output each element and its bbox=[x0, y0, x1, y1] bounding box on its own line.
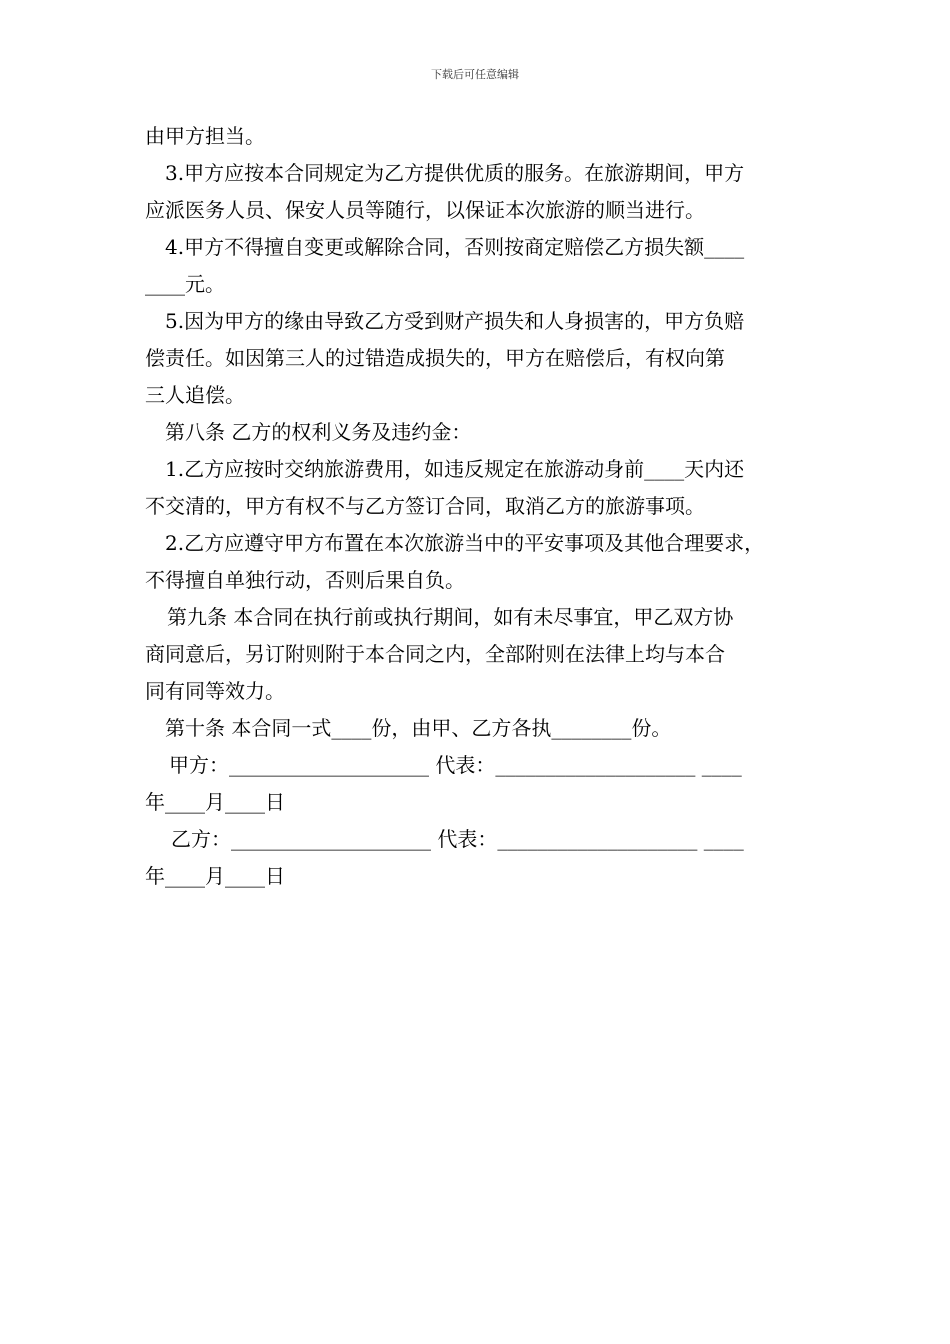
paragraph-line-1: 由甲方担当。 bbox=[145, 124, 265, 148]
article-9-line-3: 同有同等效力。 bbox=[145, 679, 285, 703]
party-b-signature-line: 乙方：____________________ 代表：____________________ ____ bbox=[171, 827, 744, 851]
clause-3-line-2: 应派医务人员、保安人员等随行，以保证本次旅游的顺当进行。 bbox=[145, 198, 705, 222]
article-10-line: 第十条 本合同一式____份，由甲、乙方各执________份。 bbox=[165, 716, 672, 740]
article-8-item-2-line-2: 不得擅自单独行动，否则后果自负。 bbox=[145, 568, 465, 592]
page-header: 下载后可任意编辑 bbox=[431, 68, 519, 81]
clause-3-line-1: 3.甲方应按本合同规定为乙方提供优质的服务。在旅游期间，甲方 bbox=[165, 161, 745, 185]
article-9-line-1: 第九条 本合同在执行前或执行期间，如有未尽事宜，甲乙双方协 bbox=[167, 605, 734, 629]
clause-4-line-2: ____元。 bbox=[145, 272, 225, 296]
clause-5-line-2: 偿责任。如因第三人的过错造成损失的，甲方在赔偿后，有权向第 bbox=[145, 346, 725, 370]
article-8-heading: 第八条 乙方的权利义务及违约金： bbox=[165, 420, 472, 444]
contract-body bbox=[145, 118, 810, 895]
article-8-item-1-line-2: 不交清的，甲方有权不与乙方签订合同，取消乙方的旅游事项。 bbox=[145, 494, 705, 518]
party-a-date-line: 年____月____日 bbox=[145, 790, 285, 814]
article-8-item-2-line-1: 2.乙方应遵守甲方布置在本次旅游当中的平安事项及其他合理要求， bbox=[165, 531, 765, 555]
article-9-line-2: 商同意后，另订附则附于本合同之内，全部附则在法律上均与本合 bbox=[145, 642, 725, 666]
clause-5-line-3: 三人追偿。 bbox=[145, 383, 245, 407]
party-b-date-line: 年____月____日 bbox=[145, 864, 285, 888]
clause-4-line-1: 4.甲方不得擅自变更或解除合同，否则按商定赔偿乙方损失额____ bbox=[165, 235, 745, 259]
party-a-signature-line: 甲方：____________________ 代表：____________________ ____ bbox=[169, 753, 742, 777]
clause-5-line-1: 5.因为甲方的缘由导致乙方受到财产损失和人身损害的，甲方负赔 bbox=[165, 309, 745, 333]
article-8-item-1-line-1: 1.乙方应按时交纳旅游费用，如违反规定在旅游动身前____天内还 bbox=[165, 457, 745, 481]
